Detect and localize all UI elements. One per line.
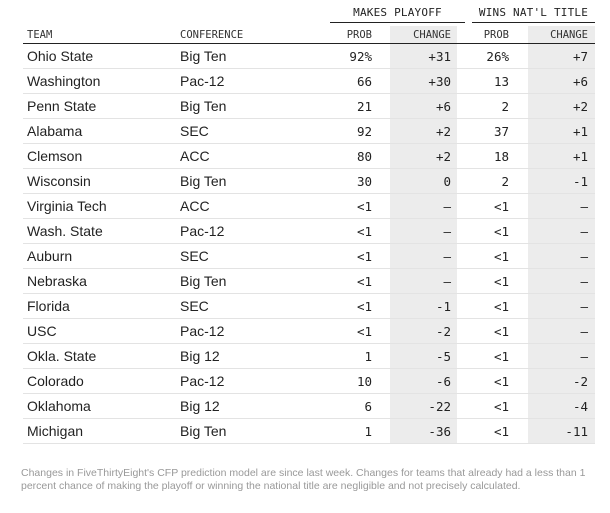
title-change-cell: — xyxy=(580,274,588,289)
playoff-prob-cell: 66 xyxy=(356,74,372,89)
team-cell: Nebraska xyxy=(27,273,87,289)
playoff-prob-cell: 1 xyxy=(364,424,372,439)
title-change-cell: — xyxy=(580,199,588,214)
playoff-prob-cell: 92 xyxy=(356,124,372,139)
conference-cell: Big Ten xyxy=(180,423,227,439)
footnote: Changes in FiveThirtyEight's CFP prediction model are since last week. Changes for teams that already had a less than 1 percent chance of making the playoff or winning the national title are negligible and not precisely calculated. xyxy=(21,467,586,492)
conference-cell: ACC xyxy=(180,148,210,164)
title-change-cell: — xyxy=(580,299,588,314)
conference-cell: Pac-12 xyxy=(180,323,225,339)
group-header-title: WINS NAT'L TITLE xyxy=(472,6,595,23)
team-cell: Colorado xyxy=(27,373,84,389)
team-cell: Clemson xyxy=(27,148,83,164)
conference-cell: Big Ten xyxy=(180,173,227,189)
title-prob-cell: 26% xyxy=(486,49,509,64)
playoff-prob-cell: <1 xyxy=(356,324,372,339)
title-change-cell: +1 xyxy=(572,124,588,139)
title-change-cell: — xyxy=(580,249,588,264)
title-prob-cell: <1 xyxy=(493,199,509,214)
title-change-cell: +2 xyxy=(572,99,588,114)
conference-cell: Big Ten xyxy=(180,273,227,289)
table-row xyxy=(23,419,595,444)
header-playoff-prob: PROB xyxy=(346,29,372,41)
title-prob-cell: 2 xyxy=(501,174,509,189)
table-row xyxy=(23,369,595,394)
title-change-cell: +1 xyxy=(572,149,588,164)
conference-cell: Pac-12 xyxy=(180,373,225,389)
table-row xyxy=(23,269,595,294)
team-cell: Florida xyxy=(27,298,70,314)
playoff-prob-cell: 80 xyxy=(356,149,372,164)
playoff-change-cell: +6 xyxy=(435,99,451,114)
playoff-change-cell: -6 xyxy=(435,374,451,389)
cfp-table xyxy=(23,6,595,444)
table-row xyxy=(23,94,595,119)
team-cell: Virginia Tech xyxy=(27,198,107,214)
table-row xyxy=(23,44,595,69)
conference-cell: SEC xyxy=(180,298,209,314)
playoff-prob-cell: <1 xyxy=(356,249,372,264)
conference-cell: SEC xyxy=(180,248,209,264)
title-prob-cell: <1 xyxy=(493,224,509,239)
title-prob-cell: <1 xyxy=(493,324,509,339)
title-prob-cell: <1 xyxy=(493,299,509,314)
title-change-cell: — xyxy=(580,324,588,339)
title-change-cell: +7 xyxy=(572,49,588,64)
playoff-change-cell: -2 xyxy=(435,324,451,339)
playoff-change-cell: — xyxy=(443,224,451,239)
playoff-prob-cell: <1 xyxy=(356,274,372,289)
team-cell: USC xyxy=(27,323,57,339)
team-cell: Okla. State xyxy=(27,348,97,364)
playoff-change-cell: +31 xyxy=(428,49,451,64)
conference-cell: Big 12 xyxy=(180,398,220,414)
title-prob-cell: <1 xyxy=(493,374,509,389)
title-prob-cell: <1 xyxy=(493,274,509,289)
table-row xyxy=(23,169,595,194)
playoff-change-cell: 0 xyxy=(443,174,451,189)
title-change-cell: — xyxy=(580,224,588,239)
conference-cell: Pac-12 xyxy=(180,73,225,89)
playoff-change-cell: -36 xyxy=(428,424,451,439)
playoff-change-cell: +2 xyxy=(435,124,451,139)
table-row xyxy=(23,144,595,169)
playoff-change-cell: — xyxy=(443,199,451,214)
table-row xyxy=(23,244,595,269)
group-header-playoff: MAKES PLAYOFF xyxy=(330,6,465,23)
title-change-cell: +6 xyxy=(572,74,588,89)
title-prob-cell: 13 xyxy=(493,74,509,89)
title-change-cell: -4 xyxy=(572,399,588,414)
table-row xyxy=(23,294,595,319)
table-row xyxy=(23,319,595,344)
playoff-change-cell: -1 xyxy=(435,299,451,314)
column-group-row xyxy=(23,6,595,26)
playoff-prob-cell: 1 xyxy=(364,349,372,364)
team-cell: Ohio State xyxy=(27,48,94,64)
playoff-change-cell: -5 xyxy=(435,349,451,364)
conference-cell: Big Ten xyxy=(180,98,227,114)
table-row xyxy=(23,394,595,419)
title-prob-cell: 37 xyxy=(493,124,509,139)
playoff-prob-cell: 21 xyxy=(356,99,372,114)
title-change-cell: -2 xyxy=(572,374,588,389)
team-cell: Alabama xyxy=(27,123,83,139)
playoff-change-cell: — xyxy=(443,274,451,289)
title-prob-cell: 18 xyxy=(493,149,509,164)
team-cell: Wash. State xyxy=(27,223,103,239)
title-prob-cell: <1 xyxy=(493,349,509,364)
title-prob-cell: <1 xyxy=(493,424,509,439)
title-change-cell: -1 xyxy=(572,174,588,189)
table-row xyxy=(23,344,595,369)
playoff-prob-cell: <1 xyxy=(356,199,372,214)
playoff-prob-cell: 10 xyxy=(356,374,372,389)
conference-cell: SEC xyxy=(180,123,209,139)
table-body xyxy=(23,44,595,444)
playoff-prob-cell: <1 xyxy=(356,299,372,314)
header-team: TEAM xyxy=(27,29,53,41)
header-playoff-change: CHANGE xyxy=(413,29,451,41)
team-cell: Penn State xyxy=(27,98,97,114)
team-cell: Washington xyxy=(27,73,101,89)
title-change-cell: -11 xyxy=(565,424,588,439)
playoff-prob-cell: 30 xyxy=(356,174,372,189)
playoff-change-cell: -22 xyxy=(428,399,451,414)
conference-cell: ACC xyxy=(180,198,210,214)
conference-cell: Big Ten xyxy=(180,48,227,64)
playoff-prob-cell: 6 xyxy=(364,399,372,414)
table-row xyxy=(23,69,595,94)
team-cell: Michigan xyxy=(27,423,84,439)
column-header-row xyxy=(23,26,595,44)
playoff-change-cell: +2 xyxy=(435,149,451,164)
playoff-prob-cell: 92% xyxy=(349,49,372,64)
title-prob-cell: 2 xyxy=(501,99,509,114)
header-title-prob: PROB xyxy=(483,29,509,41)
team-cell: Auburn xyxy=(27,248,73,264)
conference-cell: Pac-12 xyxy=(180,223,225,239)
team-cell: Wisconsin xyxy=(27,173,91,189)
table-row xyxy=(23,119,595,144)
header-title-change: CHANGE xyxy=(550,29,588,41)
conference-cell: Big 12 xyxy=(180,348,220,364)
header-conference: CONFERENCE xyxy=(180,29,244,41)
title-prob-cell: <1 xyxy=(493,249,509,264)
title-change-cell: — xyxy=(580,349,588,364)
title-prob-cell: <1 xyxy=(493,399,509,414)
playoff-change-cell: — xyxy=(443,249,451,264)
table-row xyxy=(23,194,595,219)
playoff-change-cell: +30 xyxy=(428,74,451,89)
table-row xyxy=(23,219,595,244)
team-cell: Oklahoma xyxy=(27,398,91,414)
playoff-prob-cell: <1 xyxy=(356,224,372,239)
